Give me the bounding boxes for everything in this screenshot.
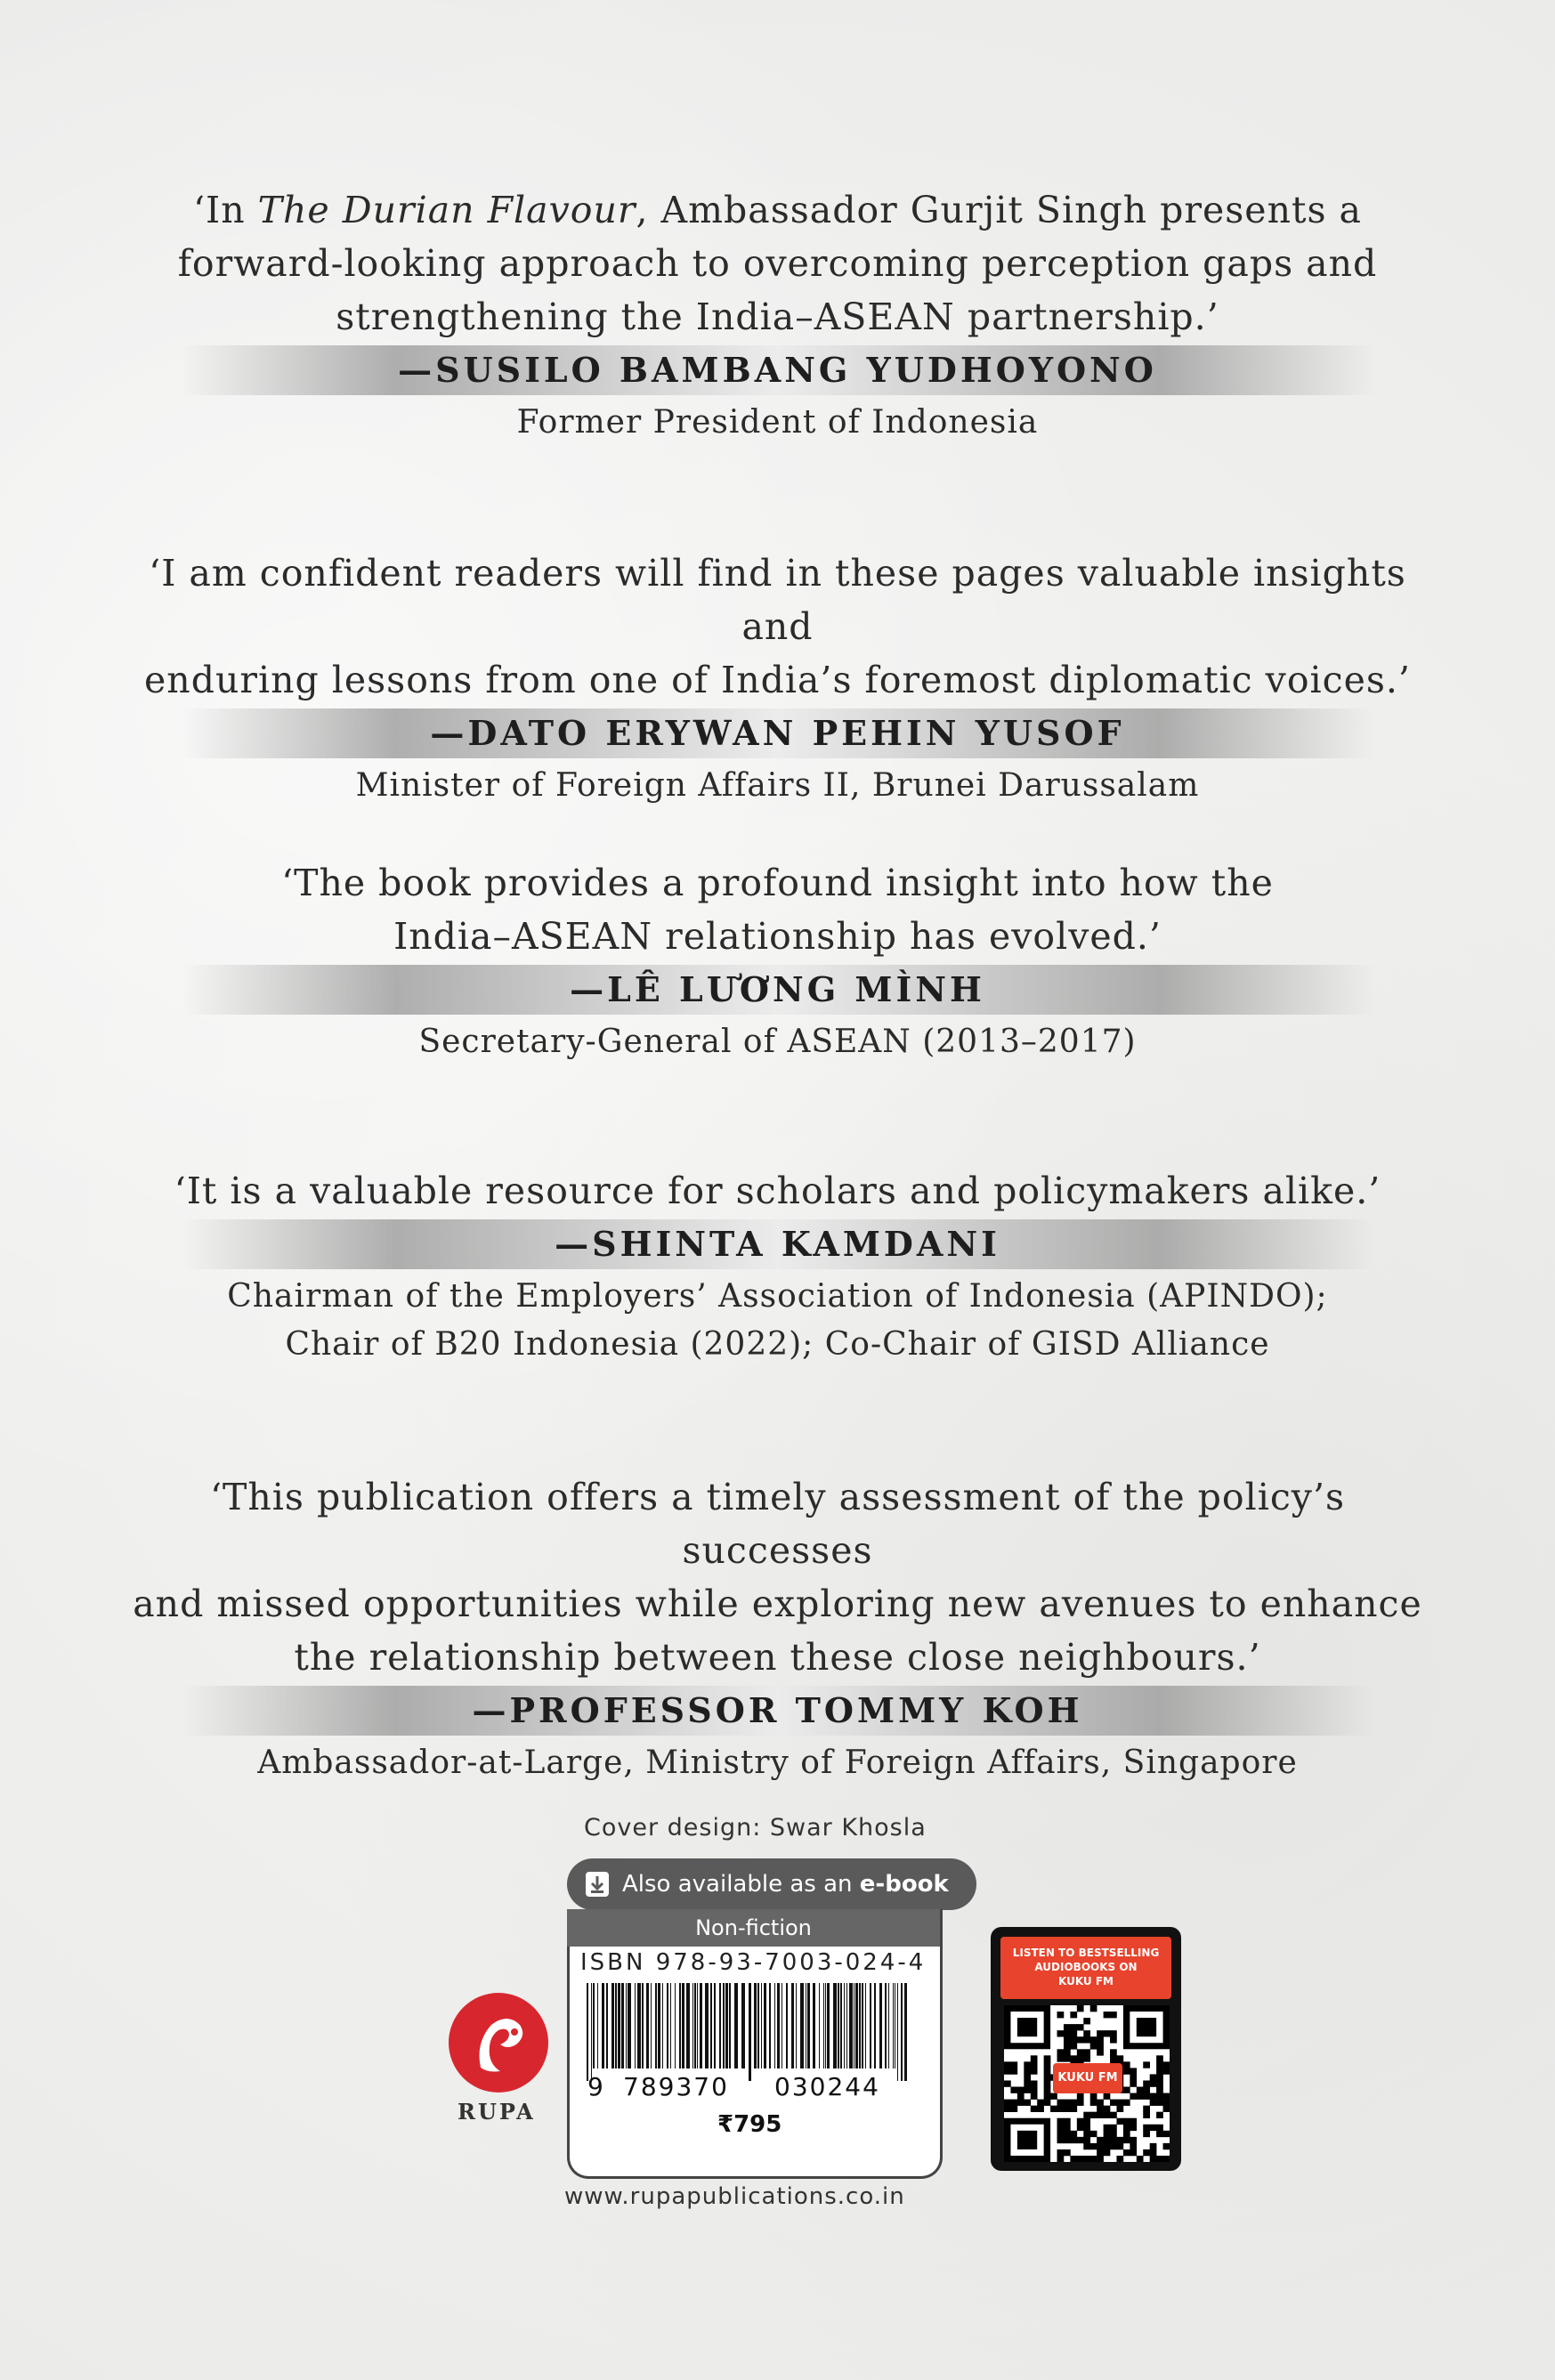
testimonial-5-quote: ‘This publication offers a timely assessment of the policy’s successes and missed opportunities while exploring new avenues to enhance the relationship between these close neighbours.’: [133, 1476, 1422, 1679]
testimonial-2-quote: ‘I am confident readers will find in these pages valuable insights and enduring lessons from one of India’s foremost diplomatic voices.’: [144, 552, 1411, 701]
ebook-bold: e-book: [859, 1871, 949, 1898]
testimonial-4-quote: ‘It is a valuable resource for scholars and policymakers alike.’: [174, 1170, 1381, 1212]
kuku-fm-banner: LISTEN TO BESTSELLING AUDIOBOOKS ON KUKU FM: [1000, 1937, 1171, 1999]
testimonial-1: [0, 183, 1555, 447]
barcode-digits-middle: 789370: [623, 2072, 729, 2101]
testimonial-5: [0, 1470, 1555, 1787]
testimonial-1-quote: ‘In The Durian Flavour, Ambassador Gurjit Singh presents a forward-looking approach to overcoming perception gaps and strengthening the India–ASEAN partnership.’: [177, 189, 1378, 338]
publisher-website: www.rupapublications.co.in: [564, 2183, 905, 2210]
rupa-logo-icon: [445, 1989, 552, 2096]
testimonial-2: [0, 546, 1555, 810]
testimonial-1-title: Former President of Indonesia: [516, 404, 1039, 441]
testimonial-3: [0, 856, 1555, 1066]
kuku-fm-badge: KUKU FM: [1053, 2063, 1122, 2093]
genre-label: Non-fiction: [567, 1909, 940, 1947]
testimonial-5-title: Ambassador-at-Large, Ministry of Foreign Affairs, Singapore: [257, 1745, 1298, 1781]
barcode-digits-last: 030244: [774, 2072, 880, 2101]
barcode: [583, 1983, 912, 2081]
ebook-availability: [567, 1858, 976, 1910]
testimonial-1-name: —SUSILO BAMBANG YUDHOYONO: [398, 350, 1157, 390]
testimonial-3-quote: ‘The book provides a profound insight into how the India–ASEAN relationship has evolved.’: [281, 862, 1274, 958]
testimonial-3-title: Secretary-General of ASEAN (2013–2017): [418, 1024, 1137, 1060]
testimonial-5-name: —PROFESSOR TOMMY KOH: [472, 1690, 1083, 1730]
barcode-digit-first: 9: [587, 2072, 603, 2101]
testimonial-4-name: —SHINTA KAMDANI: [555, 1224, 1000, 1264]
testimonial-4-title: Chairman of the Employers’ Association of Indonesia (APINDO); Chair of B20 Indonesia (2022); Co-Chair of GISD Alliance: [227, 1278, 1328, 1363]
isbn-number: ISBN 978-93-7003-024-4: [580, 1949, 927, 1976]
testimonial-2-name: —DATO ERYWAN PEHIN YUSOF: [430, 713, 1125, 753]
download-icon: [585, 1871, 610, 1898]
price: ₹795: [717, 2111, 782, 2138]
testimonial-4: [0, 1164, 1555, 1369]
publisher-name: RUPA: [458, 2099, 536, 2125]
testimonial-2-title: Minister of Foreign Affairs II, Brunei Darussalam: [355, 767, 1200, 804]
cover-design-credit: Cover design: Swar Khosla: [584, 1814, 927, 1842]
testimonial-3-name: —LÊ LƯƠNG MÌNH: [570, 969, 985, 1009]
ebook-prefix: Also available as an: [622, 1871, 860, 1898]
